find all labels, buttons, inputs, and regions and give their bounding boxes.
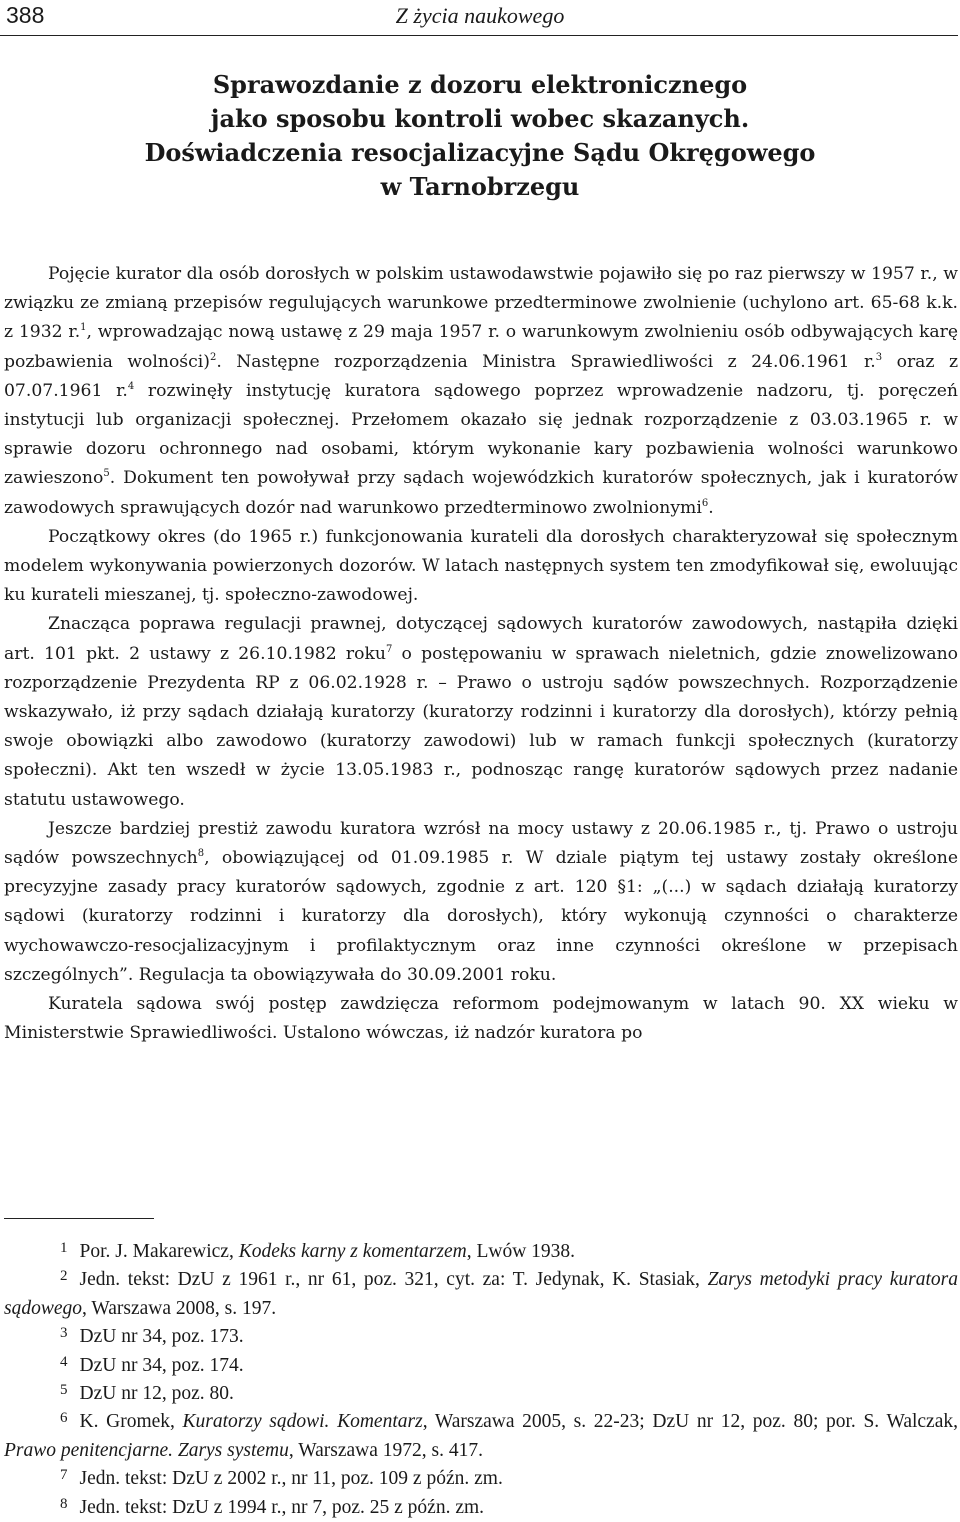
- footnote-text: Jedn. tekst: DzU z 1994 r., nr 7, poz. 25 z późn. zm.: [79, 1496, 485, 1518]
- text-run: Znacząca poprawa regulacji prawnej, dotyczącej sądowych kuratorów zawodowych, nastąpiła dzięki art. 101 pkt. 2 ustawy z 26.10.1982 roku: [4, 614, 958, 664]
- footnote-text: DzU nr 12, poz. 80.: [79, 1383, 234, 1405]
- footnote-number: 8: [60, 1495, 68, 1512]
- text-run: Pojęcie kurator dla osób dorosłych w polskim ustawodawstwie pojawiło się po raz pierwszy w 1957 r., w związku ze zmianą przepisów regulujących warunkowe przedterminowe zwolnienie (uchylono art. 65-68 k.k. z 1932 r.: [4, 264, 958, 343]
- footnote-ref-7[interactable]: 7: [385, 643, 393, 655]
- footnote-text: , Lwów 1938.: [466, 1241, 576, 1262]
- article-body: [4, 260, 958, 1048]
- footnote-text: DzU nr 34, poz. 173.: [79, 1326, 244, 1348]
- footnote-4: [4, 1352, 958, 1380]
- footnote-ref-3[interactable]: 3: [875, 351, 883, 363]
- text-run: rozwinęły instytucję kuratora sądowego poprzez wprowadzenie nadzoru, tj. poręczeń instytucji lub organizacji społecznej. Przełomem okazało się jednak rozporządzenie z 03.03.1965 r. w sprawie dozoru ochronnego nad osobami, którym wykonanie kary pozbawienia wolności warunkowo zawieszono: [4, 380, 958, 489]
- footnote-text: Por. J. Makarewicz,: [79, 1241, 239, 1262]
- footnote-2: [4, 1266, 958, 1323]
- footnote-number: 5: [60, 1382, 68, 1399]
- footnote-8: [4, 1494, 958, 1522]
- text-run: , wprowadzając nową ustawę z 29 maja 1957 r. o warunkowym zwolnieniu osób odbywających karę pozbawienia wolności): [4, 322, 959, 372]
- text-run: Jeszcze bardziej prestiż zawodu kuratora wzrósł na mocy ustawy z 20.06.1985 r., tj. Prawo o ustroju sądów powszechnych: [4, 818, 958, 869]
- footnote-work-title: Prawo penitencjarne. Zarys systemu: [4, 1439, 289, 1461]
- footnote-text: Jedn. tekst: DzU z 2002 r., nr 11, poz. 109 z późn. zm.: [79, 1468, 503, 1490]
- footnote-number: 4: [60, 1353, 68, 1370]
- footnote-number: 1: [60, 1240, 68, 1256]
- footnote-7: [4, 1465, 958, 1493]
- footnote-ref-8[interactable]: 8: [197, 848, 205, 860]
- footnotes: [4, 1238, 958, 1522]
- footnote-ref-4[interactable]: 4: [127, 380, 135, 392]
- article-title: [0, 68, 960, 204]
- footnote-rule: [4, 1218, 154, 1219]
- footnote-3: [4, 1323, 958, 1351]
- footnote-5: [4, 1380, 958, 1408]
- running-head: [0, 0, 960, 36]
- text-run: oraz z 07.07.1961 r.: [4, 351, 958, 401]
- footnote-text: DzU nr 34, poz. 174.: [79, 1354, 244, 1376]
- footnote-ref-6[interactable]: 6: [701, 497, 709, 509]
- footnote-text: , Warszawa 1972, s. 417.: [288, 1439, 484, 1461]
- page-number: 388: [6, 2, 45, 28]
- text-run: . Następne rozporządzenia Ministra Sprawiedliwości z 24.06.1961 r.: [216, 351, 876, 372]
- title-line: Sprawozdanie z dozoru elektronicznego: [212, 70, 748, 99]
- paragraph-4: [4, 815, 958, 990]
- title-line: w Tarnobrzegu: [380, 172, 580, 201]
- paragraph-5: Kuratela sądowa swój postęp zawdzięcza reformom podejmowanym w latach 90. XX wieku w Ministerstwie Sprawiedliwości. Ustalono wówczas, iż nadzór kuratora po: [4, 994, 958, 1044]
- footnote-number: 6: [60, 1410, 68, 1427]
- footnote-number: 2: [60, 1268, 68, 1285]
- paragraph-1: [4, 260, 958, 523]
- footnote-text: Jedn. tekst: DzU z 1961 r., nr 61, poz. 321, cyt. za: T. Jedynak, K. Stasiak,: [79, 1269, 708, 1291]
- footnote-text: , Warszawa 2005, s. 22-23; DzU nr 12, poz. 80; por. S. Walczak,: [422, 1411, 958, 1433]
- footnote-ref-5[interactable]: 5: [103, 468, 110, 480]
- footnote-1: [4, 1238, 958, 1266]
- footnote-text: K. Gromek,: [79, 1411, 183, 1433]
- title-line: Doświadczenia resocjalizacyjne Sądu Okręgowego: [144, 138, 816, 167]
- footnote-ref-1[interactable]: 1: [80, 322, 87, 334]
- footnote-6: [4, 1408, 958, 1465]
- footnote-number: 7: [60, 1467, 68, 1484]
- paragraph-3: [4, 610, 958, 814]
- footnote-work-title: Kuratorzy sądowi. Komentarz: [182, 1411, 423, 1433]
- footnote-number: 3: [60, 1325, 68, 1342]
- paragraph-2: Początkowy okres (do 1965 r.) funkcjonowania kurateli dla dorosłych charakteryzował się społecznym modelem wykonywania powierzonych dozorów. W latach następnych system ten zmodyfikował się, ewoluując ku kurateli mieszanej, tj. społeczno-zawodowej.: [4, 526, 958, 606]
- footnote-work-title: Kodeks karny z komentarzem: [238, 1241, 467, 1262]
- footnote-ref-2[interactable]: 2: [209, 351, 217, 363]
- section-title: Z życia naukowego: [395, 3, 565, 28]
- footnote-work-title: Zarys metodyki pracy kuratora sądowego: [4, 1269, 958, 1319]
- text-run: .: [708, 497, 714, 518]
- text-run: , obowiązującej od 01.09.1985 r. W dziale piątym tej ustawy zostały określone precyzyjne zasady pracy kuratorów sądowych, zgodnie z art. 120 §1: „(...) w sądach działają kuratorzy sądowi (kuratorzy rodzinni i kuratorzy dla dorosłych), który wykonują czynności o charakterze wychowawczo-resocjalizacyjnym i profilaktycznym oraz inne czynności określone w przepisach szczególnych”. Regulacja ta obowiązywała do 30.09.2001 roku.: [4, 848, 958, 985]
- header-rule: [0, 35, 958, 36]
- title-line: jako sposobu kontroli wobec skazanych.: [210, 104, 750, 133]
- text-run: o postępowaniu w sprawach nieletnich, gdzie znowelizowano rozporządzenie Prezydenta RP z 06.02.1928 r. – Prawo o ustroju sądów powszechnych. Rozporządzenie wskazywało, iż przy sądach działają kuratorzy (kuratorzy rodzinni i kuratorzy dla dorosłych), którzy pełnią swoje obowiązki albo zawodowo (kuratorzy zawodowi) lub w ramach funkcji społecznych (kuratorzy społeczni). Akt ten wszedł w życie 13.05.1983 r., podnosząc rangę kuratorów sądowych przez nadanie statutu ustawowego.: [4, 643, 958, 810]
- footnote-text: , Warszawa 2008, s. 197.: [82, 1297, 277, 1319]
- text-run: . Dokument ten powoływał przy sądach wojewódzkich kuratorów społecznych, jak i kuratorów zawodowych sprawujących dozór nad warunkowo przedterminowo zwolnionymi: [4, 468, 958, 518]
